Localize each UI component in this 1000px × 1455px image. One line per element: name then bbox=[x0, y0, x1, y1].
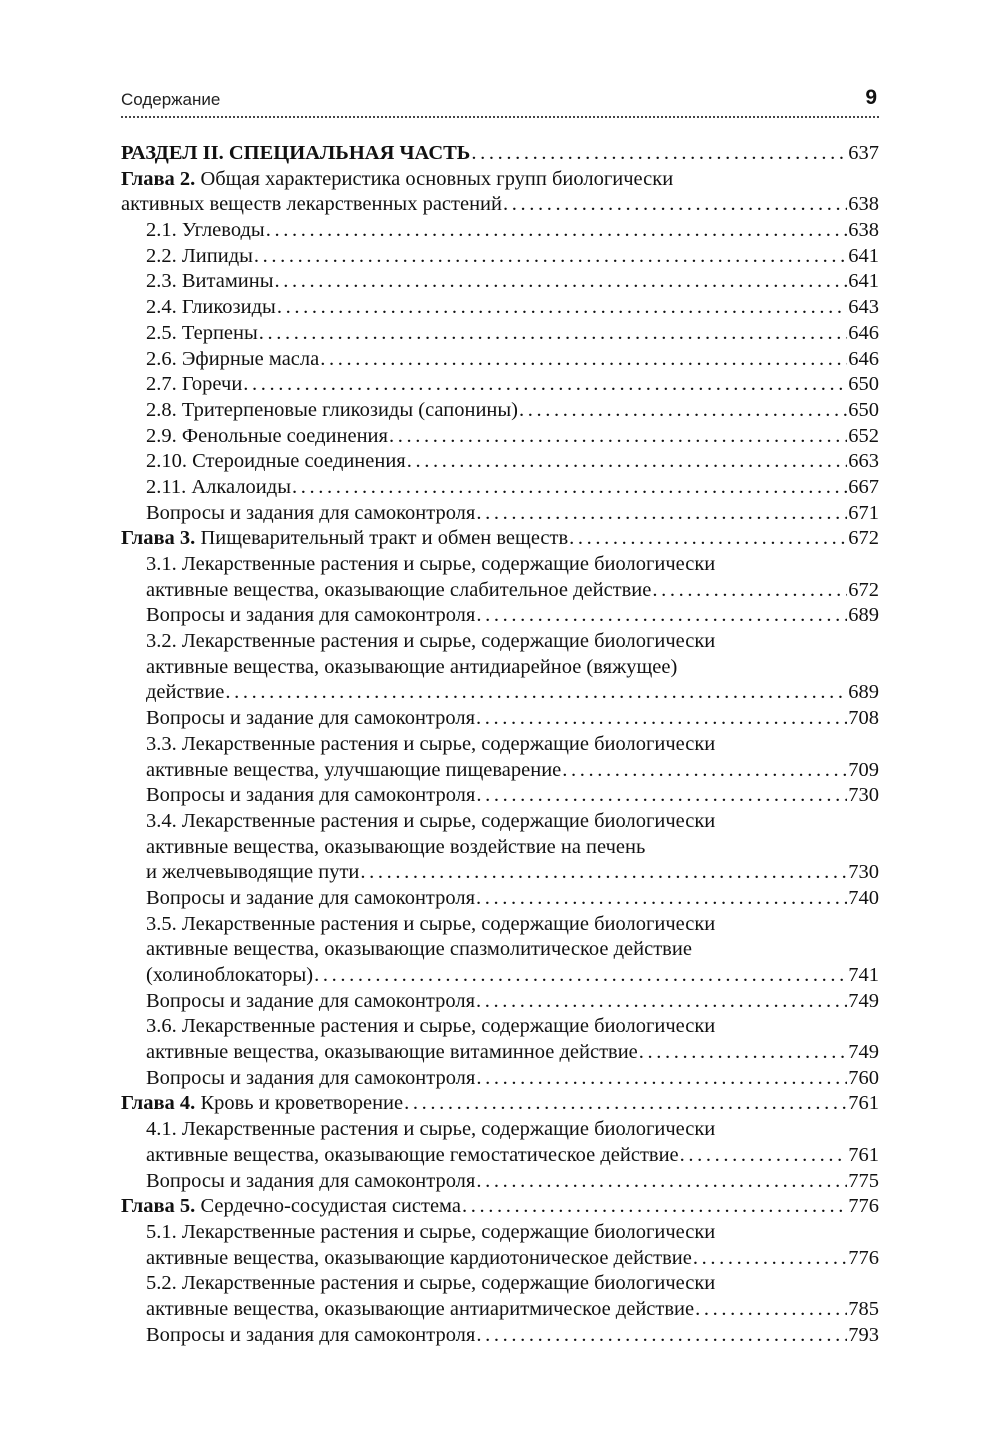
toc-entry-page: 776 bbox=[848, 1246, 879, 1269]
toc-subentry[interactable] bbox=[121, 1169, 879, 1195]
toc-entry-title: активные вещества, оказывающие кардиотоническое действие bbox=[146, 1246, 692, 1269]
toc-subentry[interactable] bbox=[121, 1271, 879, 1297]
toc-entry-title: Вопросы и задание для самоконтроля bbox=[146, 886, 476, 909]
toc-dot-leader bbox=[360, 860, 847, 886]
toc-entry-page: 667 bbox=[848, 475, 879, 498]
toc-entry-title: Вопросы и задания для самоконтроля bbox=[146, 1066, 476, 1089]
toc-chapter-label: Глава 4. bbox=[121, 1092, 196, 1115]
toc-subentry[interactable] bbox=[121, 424, 879, 450]
toc-subentry[interactable] bbox=[121, 1220, 879, 1246]
toc-entry-title: Вопросы и задание для самоконтроля bbox=[146, 707, 476, 730]
toc-dot-leader bbox=[404, 1091, 847, 1117]
toc-subentry-cont[interactable] bbox=[121, 1246, 879, 1272]
toc-subentry[interactable] bbox=[121, 295, 879, 321]
toc-dot-leader bbox=[259, 321, 847, 347]
toc-dot-leader bbox=[471, 141, 847, 167]
toc-chapter-label: Глава 3. bbox=[121, 527, 196, 550]
toc-entry-title: 2.7. Горечи bbox=[146, 373, 243, 396]
toc-entry-page: 689 bbox=[848, 604, 879, 627]
toc-subentry-cont[interactable] bbox=[121, 1040, 879, 1066]
toc-entry-page: 672 bbox=[848, 527, 879, 550]
toc-entry-title: активные вещества, оказывающие воздействие на печень bbox=[146, 835, 646, 858]
toc-entry-page: 740 bbox=[848, 886, 879, 909]
toc-dot-leader bbox=[254, 244, 847, 270]
toc-entry-page: 709 bbox=[848, 758, 879, 781]
toc-entry-page: 650 bbox=[848, 373, 879, 396]
toc-dot-leader bbox=[476, 783, 847, 809]
toc-entry-page: 646 bbox=[848, 347, 879, 370]
toc-dot-leader bbox=[652, 578, 847, 604]
toc-dot-leader bbox=[476, 1066, 847, 1092]
toc-dot-leader bbox=[476, 886, 847, 912]
toc-entry-title: 2.9. Фенольные соединения bbox=[146, 424, 388, 447]
toc-dot-leader bbox=[639, 1040, 847, 1066]
toc-subentry-cont[interactable] bbox=[121, 860, 879, 886]
toc-dot-leader bbox=[569, 526, 847, 552]
toc-entry-page: 760 bbox=[848, 1066, 879, 1089]
toc-entry-page: 749 bbox=[848, 1041, 879, 1064]
toc-entry-title: 5.1. Лекарственные растения и сырье, содержащие биологически bbox=[146, 1220, 716, 1243]
toc-dot-leader bbox=[519, 398, 847, 424]
toc-subentry[interactable] bbox=[121, 1117, 879, 1143]
toc-entry-page: 652 bbox=[848, 424, 879, 447]
toc-entry-title: Вопросы и задание для самоконтроля bbox=[146, 989, 476, 1012]
toc-entry-title: 2.10. Стероидные соединения bbox=[146, 450, 406, 473]
toc-entry-title: активные вещества, оказывающие спазмолитическое действие bbox=[146, 938, 692, 961]
toc-dot-leader bbox=[476, 1323, 847, 1349]
toc-entry-page: 708 bbox=[848, 707, 879, 730]
toc-subentry[interactable] bbox=[121, 732, 879, 758]
toc-entry-title: 2.4. Гликозиды bbox=[146, 296, 276, 319]
toc-entry-page: 749 bbox=[848, 989, 879, 1012]
toc-chapter-label: Глава 2. bbox=[121, 167, 196, 190]
toc-entry-title: Вопросы и задания для самоконтроля bbox=[146, 1323, 476, 1346]
toc-chapter-entry-cont[interactable] bbox=[121, 192, 879, 218]
running-header bbox=[121, 86, 879, 118]
toc-subentry-cont[interactable] bbox=[121, 1297, 879, 1323]
toc-dot-leader bbox=[292, 475, 847, 501]
toc-entry-title: РАЗДЕЛ II. СПЕЦИАЛЬНАЯ ЧАСТЬ bbox=[121, 142, 471, 164]
toc-entry-page: 775 bbox=[848, 1169, 879, 1192]
toc-subentry-cont[interactable] bbox=[121, 578, 879, 604]
toc-subentry[interactable] bbox=[121, 218, 879, 244]
toc-subentry-cont[interactable] bbox=[121, 655, 879, 681]
toc-dot-leader bbox=[275, 269, 848, 295]
toc-entry-page: 671 bbox=[848, 501, 879, 524]
toc-subentry-cont[interactable] bbox=[121, 1143, 879, 1169]
toc-entry-title: Вопросы и задания для самоконтроля bbox=[146, 501, 476, 524]
toc-entry-page: 641 bbox=[848, 270, 879, 293]
toc-entry-title: Пищеварительный тракт и обмен веществ bbox=[195, 527, 569, 550]
toc-entry-page: 650 bbox=[848, 398, 879, 421]
toc-subentry[interactable] bbox=[121, 449, 879, 475]
toc-subentry[interactable] bbox=[121, 809, 879, 835]
toc-subentry[interactable] bbox=[121, 552, 879, 578]
toc-dot-leader bbox=[476, 501, 847, 527]
running-header-title: Содержание bbox=[121, 90, 221, 109]
toc-subentry[interactable] bbox=[121, 398, 879, 424]
toc-entry-title: 4.1. Лекарственные растения и сырье, содержащие биологически bbox=[146, 1118, 716, 1141]
toc-entry-title: активные вещества, оказывающие антидиарейное (вяжущее) bbox=[146, 655, 678, 678]
toc-entry-title: 2.5. Терпены bbox=[146, 321, 258, 344]
toc-subentry-cont[interactable] bbox=[121, 758, 879, 784]
toc-dot-leader bbox=[693, 1246, 847, 1272]
toc-dot-leader bbox=[476, 989, 847, 1015]
toc-dot-leader bbox=[562, 758, 847, 784]
toc-subentry[interactable] bbox=[121, 321, 879, 347]
toc-entry-page: 730 bbox=[848, 784, 879, 807]
toc-entry-title: Вопросы и задания для самоконтроля bbox=[146, 604, 476, 627]
toc-subentry-cont[interactable] bbox=[121, 680, 879, 706]
toc-subentry[interactable] bbox=[121, 989, 879, 1015]
toc-chapter-entry[interactable] bbox=[121, 1194, 879, 1220]
toc-entry-page: 761 bbox=[848, 1092, 879, 1115]
toc-subentry[interactable] bbox=[121, 501, 879, 527]
toc-entry-page: 638 bbox=[848, 193, 879, 216]
toc-entry-title: активные вещества, улучшающие пищеварение bbox=[146, 758, 562, 781]
toc-dot-leader bbox=[314, 963, 847, 989]
toc-entry-page: 646 bbox=[848, 321, 879, 344]
toc-subentry[interactable] bbox=[121, 1066, 879, 1092]
toc-entry-title: 3.3. Лекарственные растения и сырье, содержащие биологически bbox=[146, 732, 716, 755]
toc-subentry[interactable] bbox=[121, 886, 879, 912]
toc-subentry-cont[interactable] bbox=[121, 963, 879, 989]
toc-chapter-entry[interactable] bbox=[121, 167, 879, 193]
toc-entry-title: активные вещества, оказывающие гемостатическое действие bbox=[146, 1143, 679, 1166]
toc-subentry[interactable] bbox=[121, 912, 879, 938]
toc-dot-leader bbox=[320, 347, 847, 373]
toc-entry-page: 672 bbox=[848, 578, 879, 601]
toc-entry-title: активные вещества, оказывающие антиаритмическое действие bbox=[146, 1297, 695, 1320]
toc-entry-title: 2.6. Эфирные масла bbox=[146, 347, 320, 370]
toc-entry-title: 3.2. Лекарственные растения и сырье, содержащие биологически bbox=[146, 630, 716, 653]
toc-subentry[interactable] bbox=[121, 603, 879, 629]
toc-dot-leader bbox=[266, 218, 848, 244]
toc-subentry-cont[interactable] bbox=[121, 937, 879, 963]
toc-subentry[interactable] bbox=[121, 244, 879, 270]
toc-entry-title: Общая характеристика основных групп биологически bbox=[195, 167, 674, 190]
toc-entry-title: 2.1. Углеводы bbox=[146, 219, 265, 242]
toc-entry-title: активных веществ лекарственных растений bbox=[121, 193, 502, 216]
toc-entry-title: действие bbox=[146, 681, 225, 704]
toc-dot-leader bbox=[680, 1143, 848, 1169]
toc-entry-title: 2.2. Липиды bbox=[146, 244, 253, 267]
toc-entry-title: 3.5. Лекарственные растения и сырье, содержащие биологически bbox=[146, 912, 716, 935]
toc-dot-leader bbox=[407, 449, 848, 475]
toc-entry-title: 3.4. Лекарственные растения и сырье, содержащие биологически bbox=[146, 809, 716, 832]
toc-subentry[interactable] bbox=[121, 706, 879, 732]
toc-chapter-label: Глава 5. bbox=[121, 1195, 196, 1218]
toc-entry-page: 643 bbox=[848, 296, 879, 319]
toc-entry-title: 5.2. Лекарственные растения и сырье, содержащие биологически bbox=[146, 1272, 716, 1295]
toc-entry-title: активные вещества, оказывающие слабительное действие bbox=[146, 578, 652, 601]
toc-entry-page: 637 bbox=[848, 142, 879, 164]
toc-dot-leader bbox=[503, 192, 847, 218]
toc-entry-title: 2.8. Тритерпеновые гликозиды (сапонины) bbox=[146, 398, 518, 421]
toc-subentry[interactable] bbox=[121, 347, 879, 373]
page-number: 9 bbox=[865, 86, 877, 109]
toc-subentry[interactable] bbox=[121, 1323, 879, 1349]
toc-entry-page: 761 bbox=[848, 1143, 879, 1166]
toc-dot-leader bbox=[243, 372, 847, 398]
toc-subentry[interactable] bbox=[121, 372, 879, 398]
toc-entry-title: Вопросы и задания для самоконтроля bbox=[146, 1169, 476, 1192]
toc-entry-page: 638 bbox=[848, 219, 879, 242]
toc-dot-leader bbox=[389, 424, 847, 450]
toc-subentry[interactable] bbox=[121, 475, 879, 501]
toc-entry-page: 663 bbox=[848, 450, 879, 473]
toc-entry-title: Кровь и кроветворение bbox=[195, 1092, 404, 1115]
toc-subentry[interactable] bbox=[121, 1014, 879, 1040]
toc-subentry[interactable] bbox=[121, 269, 879, 295]
toc-entry-page: 785 bbox=[848, 1297, 879, 1320]
toc-entry-page: 730 bbox=[848, 861, 879, 884]
toc-entry-page: 689 bbox=[848, 681, 879, 704]
toc-section-entry[interactable] bbox=[121, 141, 879, 167]
toc-entry-title: 3.1. Лекарственные растения и сырье, содержащие биологически bbox=[146, 553, 716, 575]
toc-entry-page: 641 bbox=[848, 244, 879, 267]
toc-dot-leader bbox=[476, 1169, 847, 1195]
toc-dot-leader bbox=[462, 1194, 847, 1220]
toc-entry-title: Вопросы и задания для самоконтроля bbox=[146, 784, 476, 807]
toc-dot-leader bbox=[225, 680, 847, 706]
toc-entry-title: 3.6. Лекарственные растения и сырье, содержащие биологически bbox=[146, 1015, 716, 1038]
toc-subentry-cont[interactable] bbox=[121, 835, 879, 861]
toc-entry-title: и желчевыводящие пути bbox=[146, 861, 360, 884]
toc-dot-leader bbox=[476, 603, 847, 629]
toc-subentry[interactable] bbox=[121, 783, 879, 809]
toc-entry-title: активные вещества, оказывающие витаминное действие bbox=[146, 1041, 638, 1064]
toc-dot-leader bbox=[476, 706, 847, 732]
toc-chapter-entry[interactable] bbox=[121, 526, 879, 552]
toc-entry-title: 2.11. Алкалоиды bbox=[146, 475, 291, 498]
toc-entry-title: 2.3. Витамины bbox=[146, 270, 274, 293]
toc-entry-title: (холиноблокаторы) bbox=[146, 964, 314, 986]
toc-entry-page: 776 bbox=[848, 1195, 879, 1218]
toc-entry-page: 793 bbox=[848, 1323, 879, 1346]
toc-subentry[interactable] bbox=[121, 629, 879, 655]
toc-dot-leader bbox=[695, 1297, 847, 1323]
toc-dot-leader bbox=[277, 295, 847, 321]
table-of-contents bbox=[121, 141, 879, 1348]
toc-chapter-entry[interactable] bbox=[121, 1091, 879, 1117]
toc-entry-title: Сердечно-сосудистая система bbox=[195, 1195, 461, 1218]
toc-entry-page: 741 bbox=[848, 964, 879, 986]
